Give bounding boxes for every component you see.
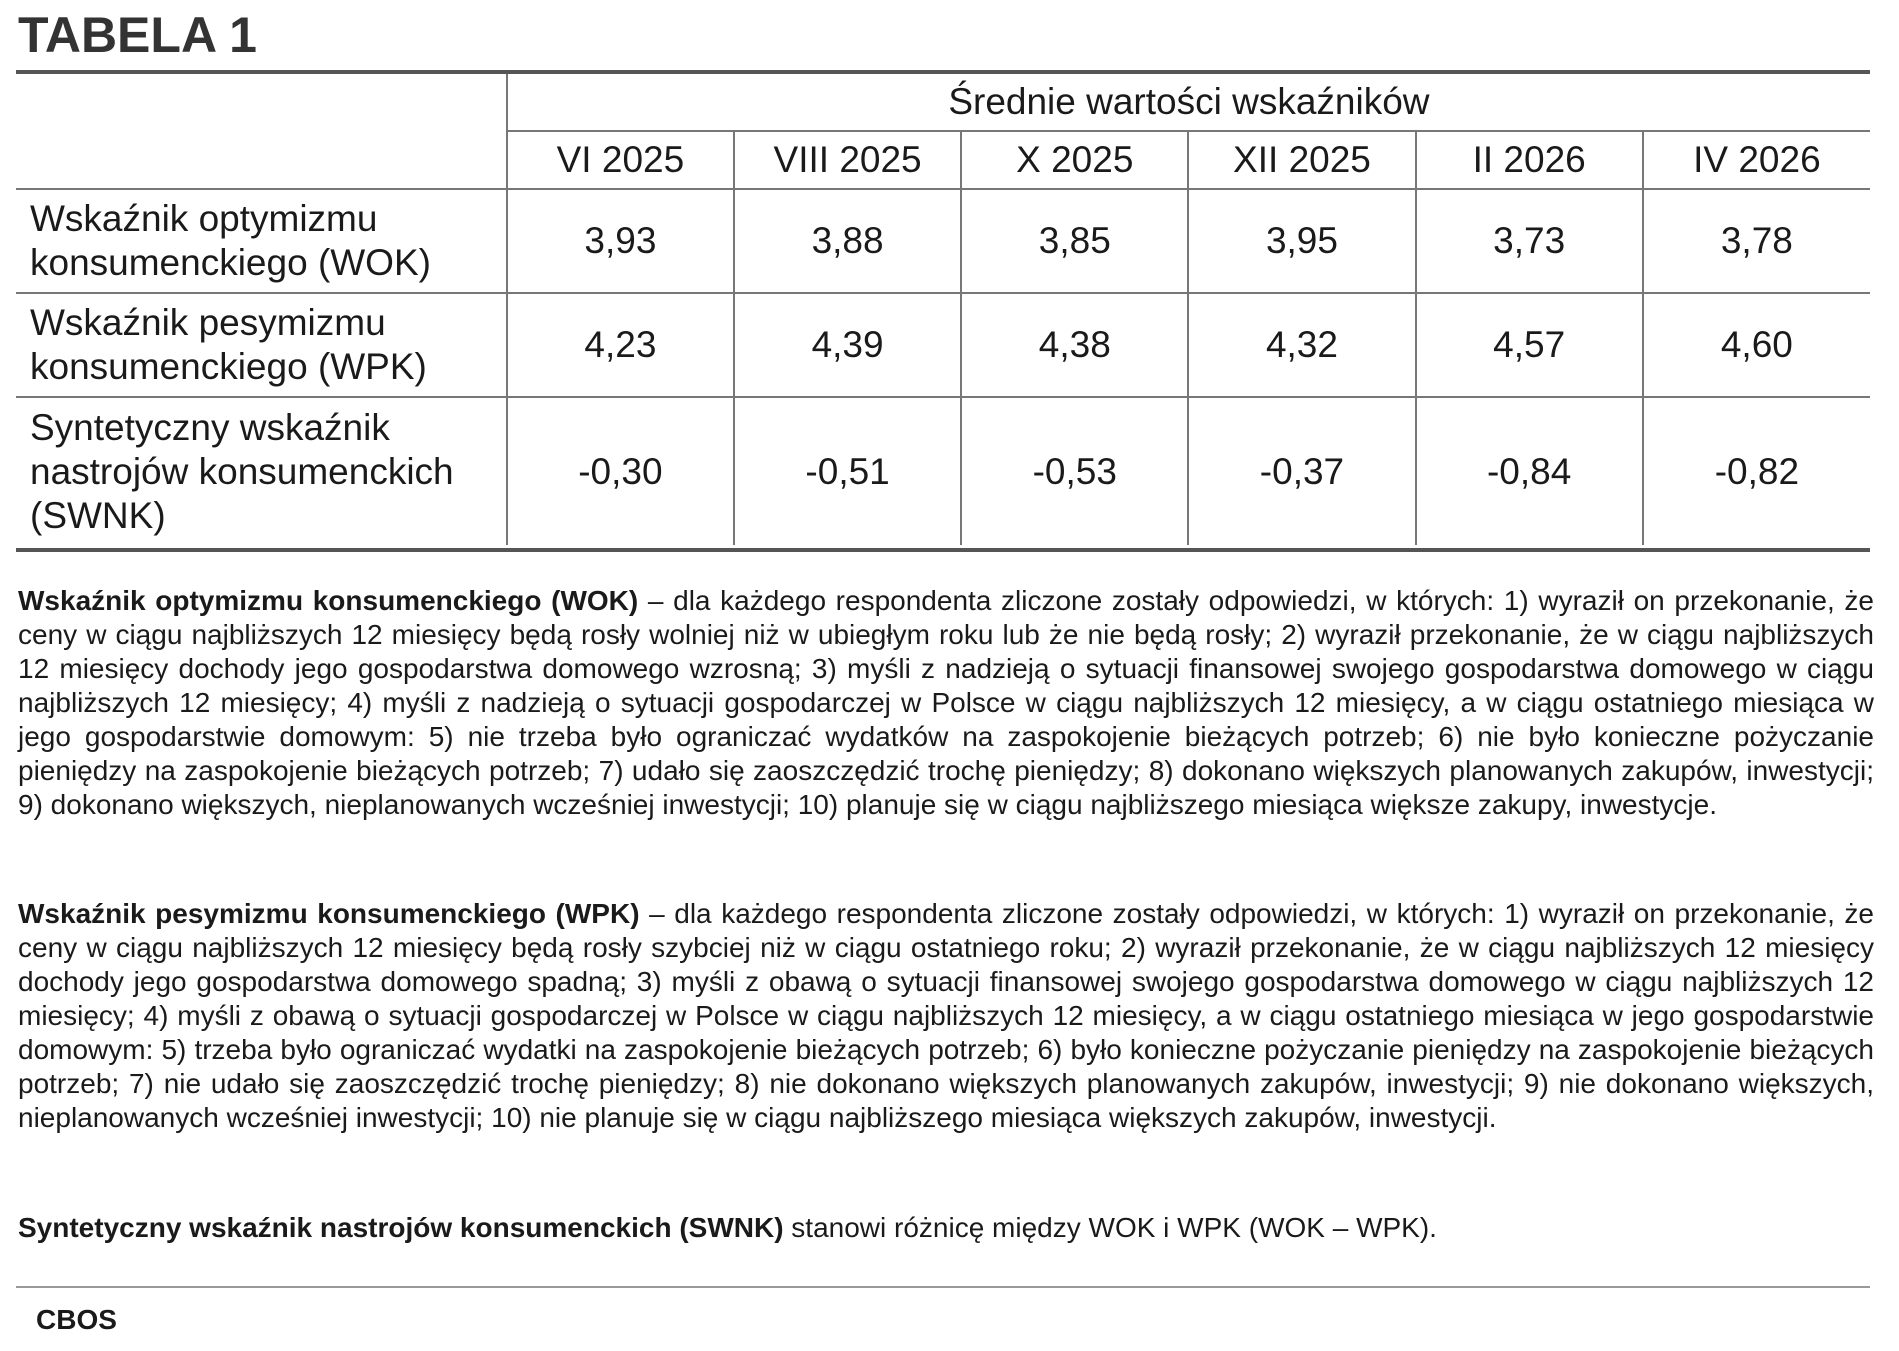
note-wpk [18,897,1874,1135]
value-cell: 4,32 [1188,293,1415,397]
row-label-line: konsumenckiego (WOK) [30,242,431,283]
value-cell: 3,95 [1188,189,1415,293]
row-label-line: Wskaźnik pesymizmu [30,302,386,343]
period-header: IV 2026 [1643,131,1870,189]
row-label-line: Wskaźnik optymizmu [30,198,378,239]
row-label [16,293,507,397]
value-cell: 4,60 [1643,293,1870,397]
note-text: – dla każdego respondenta zliczone zostały odpowiedzi, w których: 1) wyraził on przekonanie, że ceny w ciągu najbliższych 12 miesięcy będą rosły szybciej niż w ciągu ostatniego roku; 2) wyraził przekonanie, że w ciągu najbliższych 12 miesięcy dochody jego gospodarstwa domowego spadną; 3) myśli z obawą o sytuacji finansowej swojego gospodarstwa domowego w ciągu najbliższych 12 miesięcy; 4) myśli z obawą o sytuacji gospodarczej w Polsce w ciągu najbliższych 12 miesięcy, a w ciągu ostatniego miesiąca w jego gospodarstwie domowym: 5) trzeba było ograniczać wydatki na zaspokojenie bieżących potrzeb; 6) było konieczne pożyczanie pieniędzy na zaspokojenie bieżących potrzeb; 7) nie udało się zaoszczędzić trochę pieniędzy; 8) nie dokonano większych planowanych zakupów, inwestycji; 9) nie dokonano większych, nieplanowanych wcześniej inwestycji; 10) nie planuje się w ciągu najbliższego miesiąca większych zakupów, inwestycji. [18,898,1874,1133]
value-cell: -0,82 [1643,397,1870,545]
row-label-line: nastrojów konsumenckich [30,450,454,492]
row-label-line: (SWNK) [30,494,166,536]
note-term: Wskaźnik pesymizmu konsumenckiego (WPK) [18,898,640,929]
table-row [16,189,1870,293]
value-cell: -0,37 [1188,397,1415,545]
value-cell: 3,85 [961,189,1188,293]
note-text: – dla każdego respondenta zliczone zostały odpowiedzi, w których: 1) wyraził on przekonanie, że ceny w ciągu najbliższych 12 miesięcy będą rosły wolniej niż w ubiegłym roku lub że nie będą rosły; 2) wyraził przekonanie, że w ciągu najbliższych 12 miesięcy dochody jego gospodarstwa domowego wzrosną; 3) myśli z nadzieją o sytuacji finansowej swojego gospodarstwa domowego w ciągu najbliższych 12 miesięcy; 4) myśli z nadzieją o sytuacji gospodarczej w Polsce w ciągu najbliższych 12 miesięcy, a w ciągu ostatniego miesiąca w jego gospodarstwie domowym: 5) nie trzeba było ograniczać wydatków na zaspokojenie bieżących potrzeb; 6) nie było konieczne pożyczanie pieniędzy na zaspokojenie bieżących potrzeb; 7) udało się zaoszczędzić trochę pieniędzy; 8) dokonano większych planowanych zakupów, inwestycji; 9) dokonano większych, nieplanowanych wcześniej inwestycji; 10) planuje się w ciągu najbliższego miesiąca większe zakupy, inwestycje. [18,585,1874,820]
value-cell: -0,84 [1416,397,1643,545]
row-label-line: Syntetyczny wskaźnik [30,406,390,448]
source-label: CBOS [36,1304,117,1335]
period-header: XII 2025 [1188,131,1415,189]
value-cell: -0,30 [507,397,734,545]
group-header: Średnie wartości wskaźników [507,74,1870,131]
period-header: VI 2025 [507,131,734,189]
period-header: II 2026 [1416,131,1643,189]
value-cell: 3,73 [1416,189,1643,293]
value-cell: 4,38 [961,293,1188,397]
corner-cell [16,74,507,189]
footer-rule [16,1286,1870,1288]
note-term: Syntetyczny wskaźnik nastrojów konsumenckich (SWNK) [18,1212,784,1243]
value-cell: 3,78 [1643,189,1870,293]
indicators-table [16,74,1870,545]
row-label [16,189,507,293]
note-term: Wskaźnik optymizmu konsumenckiego (WOK) [18,585,639,616]
row-label [16,397,507,545]
value-cell: 3,88 [734,189,961,293]
note-text: stanowi różnicę między WOK i WPK (WOK – WPK). [783,1212,1437,1243]
table-row [16,293,1870,397]
value-cell: -0,53 [961,397,1188,545]
value-cell: 4,57 [1416,293,1643,397]
value-cell: 4,39 [734,293,961,397]
value-cell: 4,23 [507,293,734,397]
value-cell: -0,51 [734,397,961,545]
period-header: VIII 2025 [734,131,961,189]
row-label-line: konsumenckiego (WPK) [30,346,427,387]
note-swnk [18,1211,1874,1245]
note-wok [18,584,1874,822]
table-row [16,397,1870,545]
period-header: X 2025 [961,131,1188,189]
table-bottom-rule [16,548,1870,552]
value-cell: 3,93 [507,189,734,293]
page-title: TABELA 1 [18,7,257,63]
